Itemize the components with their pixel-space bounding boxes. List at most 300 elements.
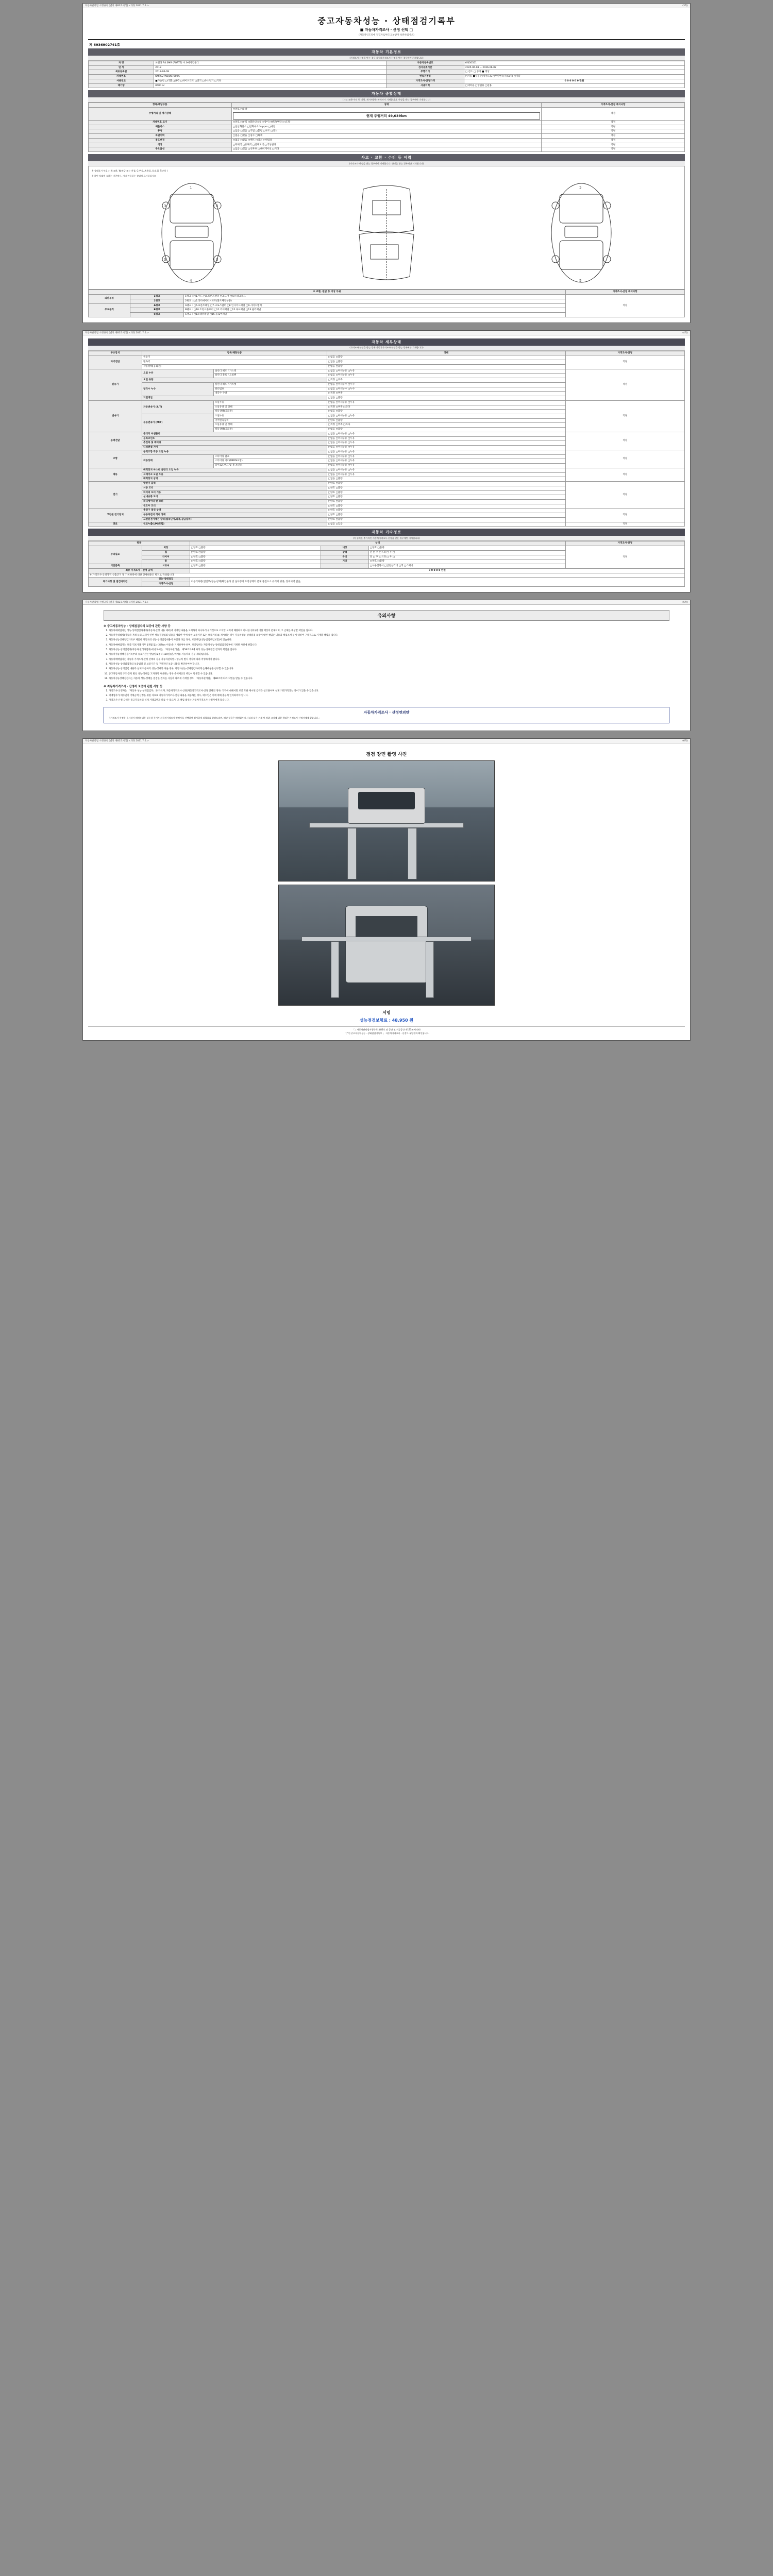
remark-value: 적정	[542, 134, 685, 139]
notice-list-2	[109, 690, 669, 703]
title-divider	[88, 39, 685, 40]
remark-value: 적정	[542, 138, 685, 143]
row-label: 튜닝	[89, 129, 232, 134]
part-label: 라디에이터 팬 모터	[142, 499, 327, 504]
final-price-note: ※ 가격조사·산정가격 산출근거 및 가치하락에 대한 상세내용은 별지로 작성됩니다	[89, 573, 685, 578]
remark-value: 적정	[565, 450, 684, 468]
row-label: 주행거리 및 계기상태	[89, 108, 232, 121]
table-row	[89, 432, 685, 436]
group-label: 고전원 전기장치	[89, 509, 142, 522]
page-number: (4쪽)	[682, 331, 688, 334]
document-page	[0, 0, 773, 1058]
field-label: 가격조사·산정가액	[386, 79, 464, 83]
part-label: 변속기	[142, 360, 327, 365]
col-head-remark: 가격조사·산정 특이사항	[542, 103, 685, 108]
field-value: 6하50351	[464, 61, 684, 66]
state-options: □양호 □불량	[190, 560, 321, 564]
field-label: 검사유효기간	[386, 65, 464, 70]
state-options: □없음 □미세누유 □누유	[327, 432, 565, 436]
table-row	[89, 290, 685, 295]
notice-item: 8. 자동차성능·상태점검자의 보증범위 및 보증기간 등 구체적인 보증 내용을 확인하여야 합니다.	[109, 663, 669, 667]
document-number: 제 6936902741호	[89, 43, 121, 47]
legend-remark-value: 적정	[565, 295, 684, 317]
section-label: 외판부위	[89, 295, 130, 303]
notice-item: 1. 자동차매매업자는 성능·상태점검자에게(자동차·산정 내용 제외)에 기재된 내용을 고지하지 아니하거나 거짓으로 고지할(고지에 해당하지 아니한 경우)에 대한 배상의 문제이며, 그 손해를 배상할 책임을 집니다.	[109, 630, 669, 633]
document-title: 중고자동차성능 · 상태점검기록부	[317, 16, 456, 26]
part-label: 추진축 및 베어링	[142, 441, 327, 446]
remark-value: 적정	[565, 432, 684, 450]
legend-line: 1랭크 : □1.후드 □2.프론트펜더 □3.도어 □4.트렁크리드	[184, 295, 565, 299]
basic-info-table	[88, 61, 685, 88]
page-number: (5쪽)	[682, 601, 688, 604]
part-label	[321, 564, 369, 569]
page-number: (6쪽)	[682, 739, 688, 742]
rank-label: A랭크	[130, 303, 183, 308]
sheet-page-3	[82, 3, 691, 323]
legend-line: A랭크 : □6.프론트패널 □7.크로스멤버 □8.인사이드패널 □9.사이드멤버	[184, 303, 565, 308]
special-sub-label: 성능·상태점검	[142, 578, 190, 582]
col-head-part: 항목/해당부품	[142, 351, 327, 355]
part-label: 충전구 절연 상태	[142, 509, 327, 513]
subpart-label: 오일누유	[213, 400, 327, 405]
table-header-row	[89, 103, 685, 108]
subpart-label: 작동상태(공회전)	[213, 428, 327, 432]
declaration-body: 「가격조사·산정한 上시각기 매매부대용 성능상 주기사 자동차가격조사·산정자를 선택하여 실시하게 되었음을 알려드리며, 해당 항목은 매매업자의 사실과 다른 기재 및 허위 고지에 대한 책임은 가격조사·산정자에게 있습니다.」	[108, 717, 321, 720]
photo-list	[88, 760, 685, 1006]
footer-line-1: 「」자동차관리법시행규칙 제82호 및 공간 및 서류공간 제135조에 따라	[352, 1028, 421, 1031]
field-value: 0400 cc	[154, 83, 386, 88]
final-price-label: 최종 가격조사 · 산정 금액	[89, 568, 190, 573]
car-diagram-left	[145, 179, 238, 287]
state-options: □없음 □미세누유 □누유	[327, 450, 565, 454]
inspection-photo-underbody	[278, 885, 495, 1006]
document-note: (자동차인도일에 점검자로부터 교부받아 보관하십시오)	[359, 34, 414, 37]
part-label: 배력장치 상태	[142, 477, 327, 482]
state-options: □양호 □불량	[190, 546, 321, 551]
final-price-value: 0 0 0 0 0 만원	[190, 568, 684, 573]
part-label: 디퍼렌셜 기어	[142, 446, 327, 450]
table-row	[89, 468, 685, 472]
basic-info-note: (가격조사·산정을 받는 경우 자동차가격조사·산정을 받는 경우에만 기재합니다)	[88, 56, 685, 61]
car-diagram-right	[535, 179, 628, 287]
table-row	[89, 578, 685, 582]
table-row	[89, 65, 685, 70]
table-row	[89, 546, 685, 551]
mileage-value: 현재 주행거리 49,039km	[233, 112, 541, 120]
part-label: 연료누출(LPG포함)	[142, 522, 327, 527]
part-label: 동력조향 작동 오일 누유	[142, 450, 327, 454]
state-options: □없음 □미세누유 □누유	[327, 374, 565, 378]
part-label: 내장	[321, 546, 369, 551]
state-options: □양호 □불량	[190, 564, 321, 569]
notice-item: 11. 자동차성능상태점검자는 자동차 성능·상태를 점검한 결과를 사실과 다르게 기재한 경우 「자동차관리법」 제80조에 따라 처벌을 받을 수 있습니다.	[109, 677, 669, 681]
remark-value: 적정	[542, 129, 685, 134]
comprehensive-table	[88, 103, 685, 152]
subpart-label: 타이로드엔드 및 볼 조인트	[213, 464, 327, 468]
other-note: (이 항목은 추가적인 자동차가격조사·산정을 받는 경우에만 기재합니다)	[88, 536, 685, 541]
state-options: □적정 □부족	[327, 392, 565, 396]
legend-line: C랭크 : □14.대쉬패널 □15.플로어패널	[184, 313, 565, 317]
legend-title: ※ 교환, 판금 등 이상 부위	[89, 290, 566, 295]
photos-title: 점검 장면 촬영 사진	[366, 752, 407, 757]
car-diagram-row	[91, 179, 682, 287]
group-label: 제동	[89, 468, 142, 481]
table-row	[89, 295, 685, 299]
detail-band: 자동차 세부상태	[88, 338, 685, 346]
state-options: □적정 □부족	[327, 378, 565, 383]
field-value: 쏘렌타 R4.0MR (FORTE) 시.0에어컨을 1	[154, 61, 386, 66]
field-label: 연 식	[89, 65, 154, 70]
table-row	[89, 482, 685, 486]
state-options: □없음 □미세누유 □누유	[327, 436, 565, 441]
field-value: KMFC27ABJU57009A	[154, 75, 386, 79]
remark-value: 적정	[565, 468, 684, 481]
notice-item: 1. 가격조사·산정자는 「자동차 성능·상태점검자」와 다르며, 자동차가격조사·산정(자동차가격조사·산정 선택의 경우) 가격에 대해서만 보증 도한 제시된 금액은 참고용이며 실제 거래가격과는 차이가 있을 수 있습니다.	[109, 690, 669, 693]
sheet-page-6	[82, 738, 691, 1041]
remark-value: 적정	[565, 482, 684, 509]
table-row	[89, 573, 685, 578]
notice-item: 10. 중고자동차의 구조·장치 별로 성능·상태를 고지하지 아니하는 경우 손해배상의 책임이 발생할 수 있습니다.	[109, 673, 669, 676]
page-number: (3쪽)	[682, 5, 688, 7]
legend-line: 2랭크 : □5.라디에이터서포트(볼트체결부품)	[184, 299, 565, 303]
table-row	[89, 125, 685, 129]
state-options: □없음 □불량	[327, 355, 565, 360]
state-options: □양호 □불량	[327, 499, 565, 504]
table-row	[89, 143, 685, 147]
field-value: 0 0 0 0 0 0 만원	[464, 79, 684, 83]
notice-title: 유의사항	[104, 610, 669, 621]
row-state: □없음 □있음 □선루프 □내비게이션 □기타	[231, 147, 542, 152]
svg-text:3: 3	[164, 258, 166, 262]
table-row	[89, 61, 685, 66]
form-reference: 자동차관리법 시행규칙 [별지 제82호서식] <개정 2021.7.6.>	[85, 331, 149, 334]
part-label: 외장	[142, 546, 190, 551]
state-options: □양호 □불량	[327, 517, 565, 522]
comprehensive-band: 자동차 종합상태	[88, 90, 685, 97]
field-value: □자동 ■수동 □세미오토 □무단변속기(CVT) □기타	[464, 75, 684, 79]
state-options: □없음 □미세누유 □누유	[327, 468, 565, 472]
group-label: 조향	[89, 450, 142, 468]
field-label: 사용연료	[89, 79, 154, 83]
col-head-item: 항목/해당부품	[89, 103, 232, 108]
table-row	[89, 522, 685, 527]
row-state: □양호 □부식 □훼손(오손) □상이 □변조(변타) □도말	[231, 121, 542, 125]
notice-heading-2: ※ 자동차가격조사 · 산정자 보증에 관한 사항 등	[104, 685, 163, 688]
part-label: 시동 모터	[142, 486, 327, 490]
state-options: □적정 □부족 □과다	[327, 405, 565, 410]
notice-list-1	[109, 630, 669, 681]
col-head-state: 상태	[327, 351, 565, 355]
remark-value: 적정	[565, 355, 684, 369]
row-state	[231, 108, 542, 121]
declaration-box	[104, 707, 669, 723]
svg-text:3: 3	[164, 204, 166, 209]
table-row	[89, 509, 685, 513]
rank-label: 2랭크	[130, 299, 183, 303]
form-reference: 자동차관리법 시행규칙 [별지 제82호서식] <개정 2021.7.6.>	[85, 601, 149, 604]
table-row	[89, 450, 685, 454]
subpart-label: 스티어링 기어(MDPS포함)	[213, 459, 327, 464]
svg-text:3: 3	[216, 204, 219, 209]
state-options: □없음 □불량	[327, 360, 565, 365]
other-band: 자동차 기타정보	[88, 529, 685, 536]
table-row	[89, 134, 685, 139]
sheet-topbar	[83, 4, 690, 8]
accident-diagram-box	[88, 166, 685, 290]
state-options: □없음 □불량	[327, 396, 565, 401]
state-options: □양호 □불량	[327, 490, 565, 495]
state-options: □없음 □미세누유 □누유	[327, 472, 565, 477]
detail-note: (가격조사·산정을 받는 경우 자동차가격조사·산정을 받는 경우에만 기재합니다)	[88, 346, 685, 351]
remark-value: 적정	[542, 125, 685, 129]
group-label: 자기진단	[89, 355, 142, 369]
table-row	[89, 568, 685, 573]
part-label: 광택	[321, 550, 369, 555]
special-text: 비공식차량(엔진부/성능/상태)확인불가 및 실차량의 도장상태의 문제 품질요소 유기지 당종, 장비이력 없음,	[190, 578, 684, 586]
svg-text:3: 3	[216, 258, 219, 262]
legend-line: B랭크 : □10.트렁크플로어 □11.리어패널 □12.루프패널 □13.필러패널	[184, 308, 565, 313]
field-value: 2025-06-08 ~ 2026-06-07	[464, 65, 684, 70]
subpart-label: 작동상태(공회전)	[213, 410, 327, 414]
inspection-photo-front	[278, 760, 495, 882]
row-state: □없음 □있음 □적법 □불법 □구조 □장치	[231, 129, 542, 134]
field-label: 자동차등록번호	[386, 61, 464, 66]
basic-info-band: 자동차 기본정보	[88, 48, 685, 56]
notice-item: 5. 자동차성능·상태점검자(자동차 관리사업자)에 관하여는 「자동차관리법」 제58조의4에 따라 성능·상태점검 결과의 책임을 집니다.	[109, 649, 669, 652]
notice-item: 7. 자동차매매업자는 자동차 가격조사·산정 선택의 경우 자동차관리법시행규칙 별지 서식에 따라 작성하여야 합니다.	[109, 658, 669, 662]
subpart-label: 오일누유	[213, 414, 327, 419]
state-options: □양호 □불량	[232, 108, 247, 111]
form-reference: 자동차관리법 시행규칙 [별지 제82호서식] <개정 2021.7.6.>	[85, 5, 149, 7]
table-row	[89, 147, 685, 152]
group-label: 전기	[89, 482, 142, 509]
declaration-title: 자동차가격조사 · 산정연의안	[363, 710, 410, 715]
state-options: □사용설명서 □안전삼각대 □잭 □스패너	[368, 564, 565, 569]
table-header-row	[89, 351, 685, 355]
section-label: 주요골격	[89, 303, 130, 317]
special-sub-label-2: 가격조사·산정	[142, 582, 190, 586]
table-row	[89, 138, 685, 143]
field-label: 주행거리	[386, 70, 464, 75]
group-label: 동력전달	[89, 432, 142, 450]
col-head-state: 상태	[231, 103, 542, 108]
detail-state-table	[88, 351, 685, 527]
part-label: 오일 누유	[142, 369, 214, 378]
rank-label: 1랭크	[130, 295, 183, 299]
part-label: 냉각수 누수	[142, 382, 214, 396]
state-options: □없음 □미세누유 □누유	[327, 464, 565, 468]
rank-label: B랭크	[130, 308, 183, 313]
notice-item: 6. 자동차성능상태점검기록부의 유효기간은 발급일로부터 120일(단, 매매용 자동차의 경우 제외)입니다.	[109, 653, 669, 657]
sheet-page-4	[82, 330, 691, 592]
remark-value: 적정	[565, 509, 684, 522]
row-label: 용도변경	[89, 138, 232, 143]
part-label: 배력장치 마스터 실린더 오일 누유	[142, 468, 327, 472]
signature-title: 서명	[382, 1010, 391, 1015]
col-head-remark: 가격조사·산정	[565, 351, 684, 355]
remark-value: 적정	[565, 369, 684, 400]
state-options: □적정 □부족 □과다	[327, 423, 565, 428]
table-row	[89, 121, 685, 125]
state-options: □양호 □불량	[190, 550, 321, 555]
field-label: 차 명	[89, 61, 154, 66]
state-options: □없음 □미세누유 □누유	[327, 454, 565, 459]
accident-note-1: ※ 상태표시 부호 : ( X:교환, W:판금 또는 용접, C:부식, A:흠집, U:요철, T:손상 )	[92, 170, 168, 173]
table-row	[89, 400, 685, 405]
footer-note	[88, 1026, 685, 1035]
col-head-remark: 가격조사·산정	[565, 541, 684, 546]
group-label: 수리필요	[89, 546, 142, 564]
subpart-label: 실린더 헤드 / 가스켓	[213, 369, 327, 374]
state-options: □없음 □미세누유 □누유	[327, 369, 565, 374]
rank-label: C랭크	[130, 313, 183, 317]
group-label: 연료	[89, 522, 142, 527]
part-label: 휠	[142, 550, 190, 555]
state-options: □없음 □불량	[327, 428, 565, 432]
state-options: □없음 □불량	[327, 364, 565, 369]
insurance-fee: 성능점검보험료 : 48,950 원	[359, 1018, 414, 1023]
state-options: □없음 □미세누유 □누유	[327, 441, 565, 446]
table-row	[89, 79, 685, 83]
state-options: □양호 □불량	[327, 509, 565, 513]
table-row	[89, 70, 685, 75]
state-options: □없음 □미세누수 □누수	[327, 387, 565, 392]
part-label: 고전원전기배선 상태(접속단자,피복,잠금장치)	[142, 517, 327, 522]
accident-note: (가격조사·산정을 받는 경우에만 기재합니다. 산정을 받는 경우에만 기재합니다)	[88, 161, 685, 166]
table-row	[89, 108, 685, 121]
state-options: □양호 □불량	[368, 546, 565, 551]
field-label: 최초등록일	[89, 70, 154, 75]
remark-value: 적정	[542, 147, 685, 152]
part-label: 클러치 어셈블리	[142, 432, 327, 436]
legend-remark-head: 가격조사·산정 특이사항	[565, 290, 684, 295]
state-options: □양호 □불량	[327, 504, 565, 509]
state-options: □없음 □불량	[327, 477, 565, 482]
subpart-label: 스티어링 펌프	[213, 454, 327, 459]
state-options: □양호 □불량	[327, 513, 565, 518]
car-diagram-center	[348, 179, 425, 287]
state-options: □양호 □불량	[190, 555, 321, 560]
row-state: □일산화탄소 □탄화수소 % ppm □매연	[231, 125, 542, 129]
state-options: □없음 □미세누유 □누유	[327, 459, 565, 464]
field-value: □ 감소 □ 증가 ■ 정상	[464, 70, 684, 75]
notice-item: 4. 자동차매매업자는 보증기간(거래 이후 1개월 또는 2천km 이상)을 기재하여야 하며, 보증범위는 자동차성능·상태점검기록부에 기재된 사항에 한합니다.	[109, 644, 669, 648]
svg-text:1: 1	[190, 186, 192, 191]
subpart-label: 실린더 블록 / 오일팬	[213, 374, 327, 378]
part-label: 작동상태(공회전)	[142, 364, 327, 369]
special-label: 특기사항 및 점검자의견	[89, 578, 142, 586]
state-options: □없음 □미세누유 □누유	[327, 414, 565, 419]
part-label: 타이어	[142, 555, 190, 560]
subpart-label: 오일유량 및 상태	[213, 423, 327, 428]
state-options: □양호 □불량	[368, 560, 565, 564]
group-label: 기본품목	[89, 564, 142, 569]
notice-item: 3. 가격조사·산정 금액은 중고자동차의 실제 거래금액과 다를 수 있으며, 그 책임 범위는 자동차가격조사·산정자에게 있습니다.	[109, 699, 669, 703]
row-label: 차대번호 표기	[89, 121, 232, 125]
table-row	[89, 355, 685, 360]
footer-line-2: 「[ Y ] 중고자동차성능 · 상태점검기록부 」 자동차가격조사 · 산정 1 부양결과 확인합니다.	[343, 1031, 430, 1035]
remark-value: 적정	[565, 522, 684, 527]
col-head-item: 항목	[89, 541, 190, 546]
field-value: 2018-06-09	[154, 70, 386, 75]
sheet-topbar	[83, 331, 690, 335]
notice-item: 3. 자동차성능상태점검기록부 제출한 자동차의 성능·상태점검내용이 사실과 다를 경우, 보증책임(성능점검책임보험)이 있습니다.	[109, 639, 669, 642]
state-options: □없음 □미세누수 □누수	[327, 382, 565, 387]
notice-item: 2. 매매업자가 매수인이 거래금액 산정을 위한 자료로 자동차가격조사·산정 내용을 제공하는 경우, 매수인은 이에 대해 충분히 인지하여야 합니다.	[109, 694, 669, 698]
notice-item: 9. 자동차성능·상태점검 내용과 실제 자동차의 성능·상태가 다른 경우, 자동차성능·상태점검자에게 손해배상을 청구할 수 있습니다.	[109, 668, 669, 671]
field-value: ■가솔린 □디젤 □LPG □하이브리드 □전기 □수소전기 □기타	[154, 79, 386, 83]
part-label: 커먼레일	[142, 396, 327, 401]
part-label: 유리	[321, 555, 369, 560]
part-label: 오일 유량	[142, 378, 327, 383]
sheet-topbar	[83, 739, 690, 743]
form-reference: 자동차관리법 시행규칙 [별지 제82호서식] <개정 2021.7.6.>	[85, 739, 149, 742]
svg-text:4: 4	[190, 279, 192, 283]
field-label: 차대번호	[89, 75, 154, 79]
remark-value: 적정	[542, 143, 685, 147]
part-label: 구동축전지 격리 상태	[142, 513, 327, 518]
state-options: □없음 □있음	[327, 522, 565, 527]
field-value: 2018	[154, 65, 386, 70]
part-label: 브로셔	[142, 564, 190, 569]
remark-value: 적정	[565, 546, 684, 569]
table-row	[89, 129, 685, 134]
part-label: 수동변속기 (M/T)	[142, 414, 214, 432]
subpart-label: 실린더 헤드 / 가스켓	[213, 382, 327, 387]
part-label: 등속조인트	[142, 436, 327, 441]
part-label: 브레이크 오일 누유	[142, 472, 327, 477]
remark-value: 적정	[542, 121, 685, 125]
subpart-label: 냉각수 수량	[213, 392, 327, 396]
notice-item: 2. 자동차관리법령(자동차 거래 등의 고객이 인한 성능점검업의 내용을 제외한 이에 대한 보증기간 또는 보증거리)를 제시하는 경우 자동차성능·상태점검 보증에 대한 책임은 내용과 책임소재 등에 대하여 구체적으로 기재할 책임을 집니다.	[109, 634, 669, 638]
row-label: 배출가스	[89, 125, 232, 129]
field-label: 변속기종류	[386, 75, 464, 79]
col-head-system: 주요장치	[89, 351, 142, 355]
part-label: 룸	[142, 560, 190, 564]
state-options: □없음 □미세누유 □누유	[327, 400, 565, 405]
part-label: 원동기	[142, 355, 327, 360]
state-options: 전 □ 후 □ / 좌 □ 우 □	[368, 555, 565, 560]
state-options: □없음 □불량	[327, 410, 565, 414]
part-label: 실내송풍 모터	[142, 495, 327, 500]
state-options: □양호 □불량	[327, 495, 565, 500]
remark-value: 적정	[542, 108, 685, 121]
part-label: 작동상태	[142, 454, 214, 468]
field-label: 사용이력	[386, 83, 464, 88]
part-label: 자동변속기 (A/T)	[142, 400, 214, 414]
row-state: □무채색 □유채색 □전체도색 □색상변경	[231, 143, 542, 147]
row-state: □없음 □있음 □렌트 □리스 □영업용	[231, 138, 542, 143]
part-label: 윈도우 모터	[142, 504, 327, 509]
other-info-table	[88, 541, 685, 586]
accident-note-2: ※ 하단 상태에 속하는 기준에서, 기타 판독하는 상태에 표시하십시오	[92, 175, 156, 178]
svg-text:5: 5	[579, 279, 582, 283]
row-label: 주요옵션	[89, 147, 232, 152]
part-label: 발전기 출력	[142, 482, 327, 486]
group-label: 원동기	[89, 369, 142, 400]
comprehensive-note: (사고·교환·수리 등 이력, 제시사항은 판매자가 기재합니다. 산정을 받는 경우에만 기재합니다)	[88, 97, 685, 103]
remark-value: 적정	[565, 400, 684, 432]
subpart-label: 오일유량 및 상태	[213, 405, 327, 410]
state-options: □양호 □불량	[327, 486, 565, 490]
document-subtitle: ■ 자동차가격조사 · 산정 선택 □	[360, 28, 413, 32]
sheet-page-5	[82, 600, 691, 731]
field-label: 배기량	[89, 83, 154, 88]
row-label: 색상	[89, 143, 232, 147]
row-state: □없음 □있음 □침수 □화재	[231, 134, 542, 139]
accident-band: 사고 · 교환 · 수리 등 이력	[88, 154, 685, 161]
notice-heading-1: ※ 중고자동차성능 · 상태점검자의 보증에 관한 사항 등	[104, 624, 171, 628]
